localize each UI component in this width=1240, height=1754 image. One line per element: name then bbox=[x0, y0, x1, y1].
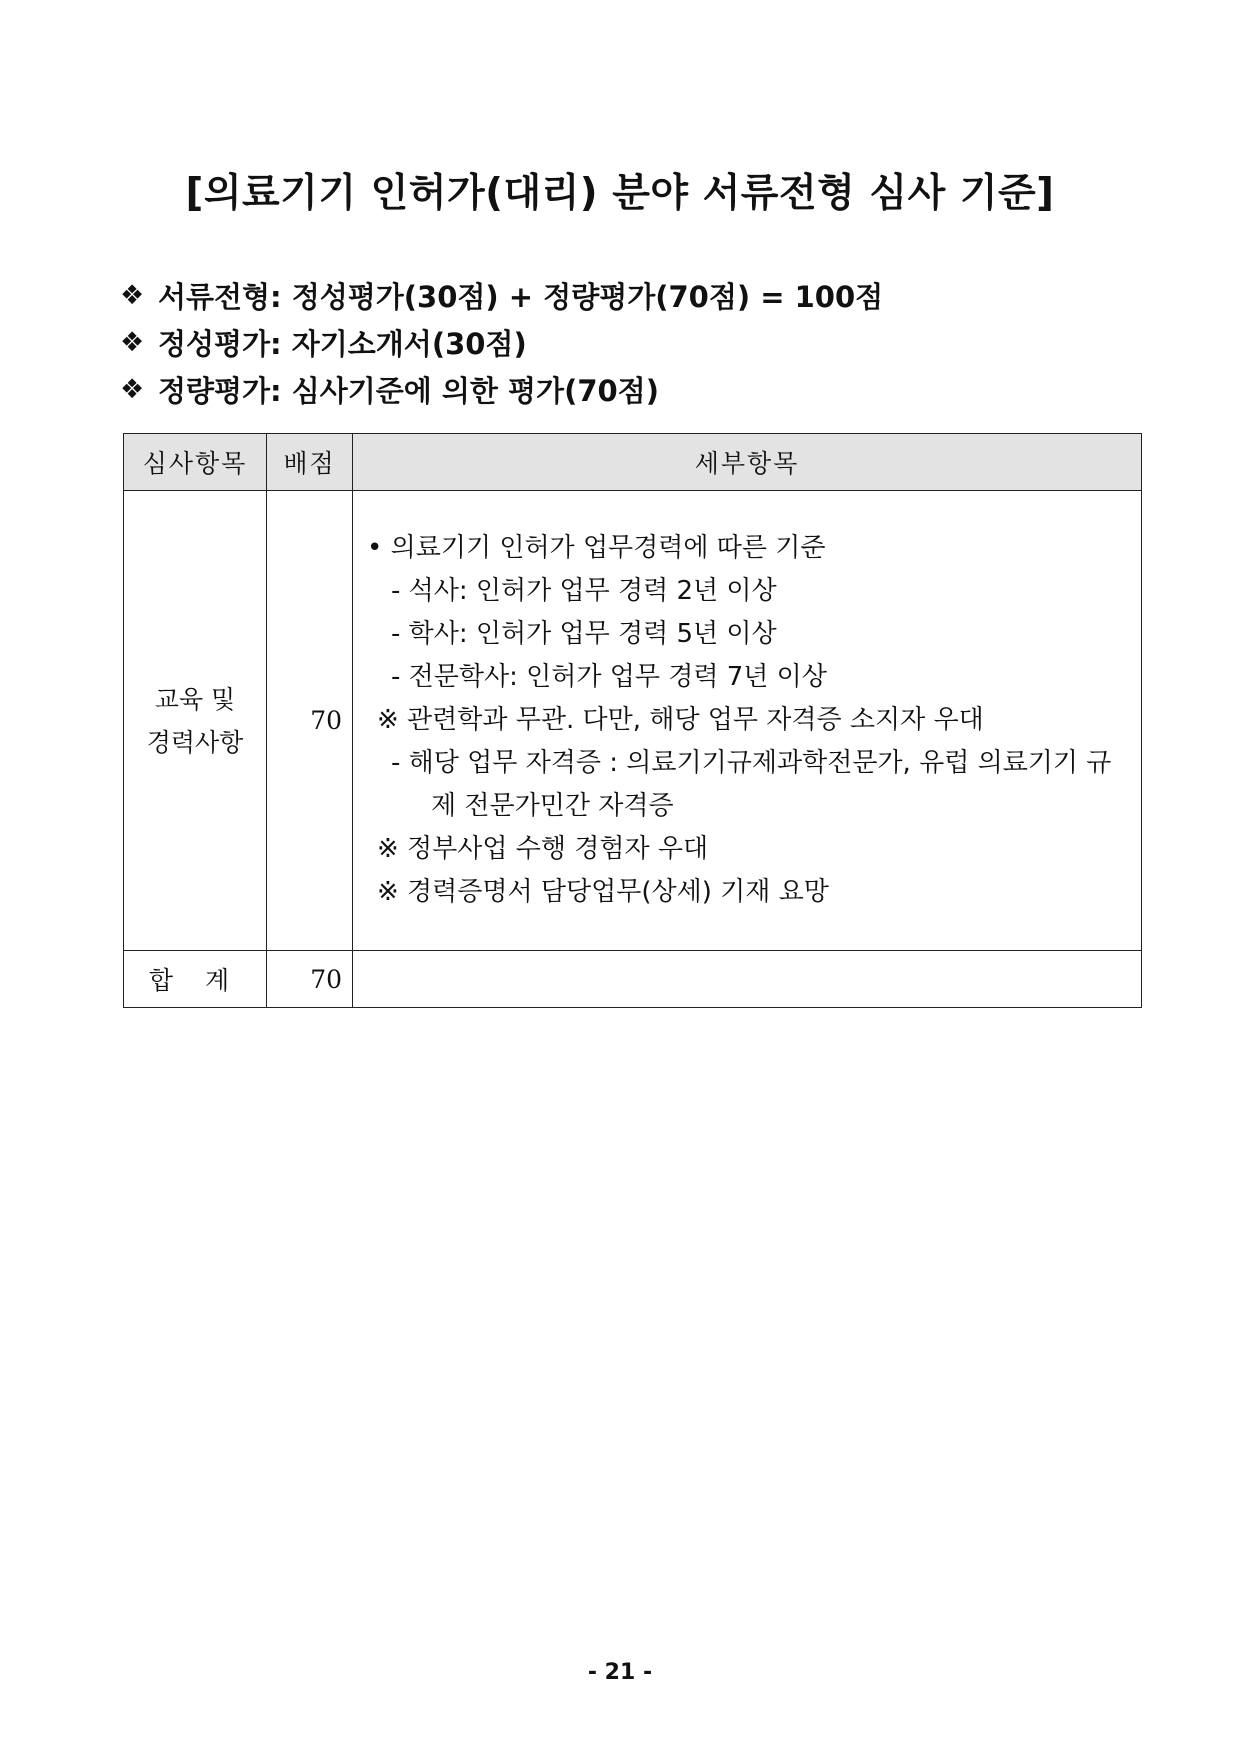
category-line: 경력사항 bbox=[146, 727, 244, 757]
bullet-text: 서류전형: 정성평가(30점) + 정량평가(70점) = 100점 bbox=[158, 280, 884, 314]
total-detail bbox=[353, 951, 1142, 1008]
detail-item: - 전문학사: 인허가 업무 경력 7년 이상 bbox=[391, 662, 827, 692]
bullet-item bbox=[120, 366, 883, 413]
diamond-bullet-icon: ❖ bbox=[120, 374, 145, 405]
bullet-item bbox=[120, 319, 883, 366]
page-number: - 21 - bbox=[587, 1660, 653, 1685]
details-cell bbox=[353, 491, 1142, 951]
total-label: 합 계 bbox=[124, 951, 267, 1008]
table-header-row bbox=[124, 434, 1142, 491]
detail-item: ※ 관련학과 무관. 다만, 해당 업무 자격증 소지자 우대 bbox=[377, 705, 984, 735]
diamond-bullet-icon: ❖ bbox=[120, 280, 145, 311]
bullet-text: 정량평가: 심사기준에 의한 평가(70점) bbox=[158, 374, 659, 408]
criteria-table bbox=[123, 433, 1142, 1008]
bullet-text: 정성평가: 자기소개서(30점) bbox=[158, 327, 527, 361]
details-list bbox=[367, 527, 1131, 914]
header-score: 배점 bbox=[267, 434, 353, 491]
header-details: 세부항목 bbox=[353, 434, 1142, 491]
category-line: 교육 및 bbox=[154, 684, 236, 714]
detail-item: ※ 정부사업 수행 경험자 우대 bbox=[377, 834, 709, 864]
detail-item: ※ 경력증명서 담당업무(상세) 기재 요망 bbox=[377, 877, 829, 907]
detail-item: • 의료기기 인허가 업무경력에 따른 기준 bbox=[367, 533, 826, 563]
bullet-item bbox=[120, 272, 883, 319]
detail-item: - 석사: 인허가 업무 경력 2년 이상 bbox=[391, 576, 777, 606]
detail-item: - 학사: 인허가 업무 경력 5년 이상 bbox=[391, 619, 777, 649]
category-cell bbox=[124, 491, 267, 951]
table-row bbox=[124, 491, 1142, 951]
bullet-list bbox=[120, 272, 883, 413]
diamond-bullet-icon: ❖ bbox=[120, 327, 145, 358]
document-title: [의료기기 인허가(대리) 분야 서류전형 심사 기준] bbox=[185, 171, 1055, 216]
total-score: 70 bbox=[267, 951, 353, 1008]
header-category: 심사항목 bbox=[124, 434, 267, 491]
detail-item: - 해당 업무 자격증 : 의료기기규제과학전문가, 유럽 의료기기 규제 전문가민간 자격증 bbox=[391, 748, 1112, 821]
score-cell: 70 bbox=[267, 491, 353, 951]
total-row bbox=[124, 951, 1142, 1008]
